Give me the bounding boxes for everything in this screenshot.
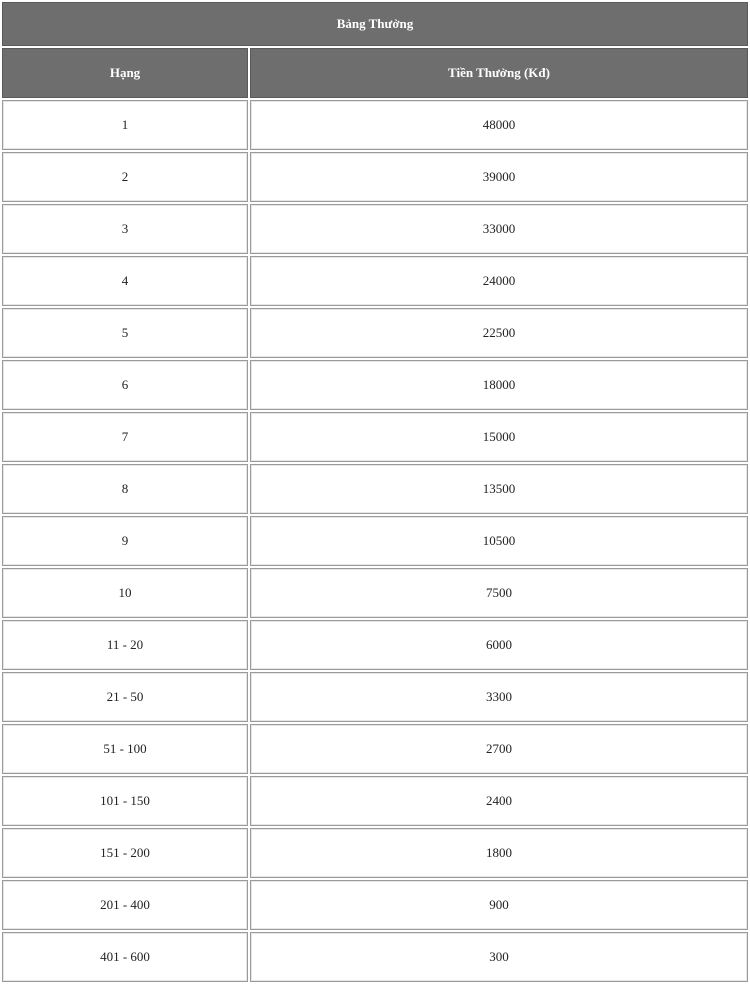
prize-cell: 22500 [250,308,748,358]
rank-cell: 10 [2,568,248,618]
rank-cell: 51 - 100 [2,724,248,774]
prize-cell: 300 [250,932,748,982]
prize-cell: 6000 [250,620,748,670]
rank-cell: 5 [2,308,248,358]
table-header-row [2,48,748,98]
prize-cell: 2700 [250,724,748,774]
table-title-row [2,2,748,46]
prize-cell: 18000 [250,360,748,410]
prize-cell: 900 [250,880,748,930]
table-row [2,464,748,514]
table-row [2,516,748,566]
rank-cell: 6 [2,360,248,410]
rank-cell: 201 - 400 [2,880,248,930]
rank-cell: 101 - 150 [2,776,248,826]
table-row [2,256,748,306]
table-row [2,412,748,462]
rank-cell: 21 - 50 [2,672,248,722]
rank-cell: 2 [2,152,248,202]
table-row [2,828,748,878]
prize-cell: 15000 [250,412,748,462]
prize-cell: 3300 [250,672,748,722]
column-header-rank: Hạng [2,48,248,98]
table-row [2,932,748,982]
table-row [2,204,748,254]
rank-cell: 7 [2,412,248,462]
rank-cell: 1 [2,100,248,150]
prize-cell: 2400 [250,776,748,826]
rank-cell: 8 [2,464,248,514]
prize-cell: 7500 [250,568,748,618]
prize-cell: 39000 [250,152,748,202]
prize-cell: 33000 [250,204,748,254]
table-body [2,100,748,982]
prize-cell: 24000 [250,256,748,306]
prize-cell: 10500 [250,516,748,566]
table-row [2,672,748,722]
table-row [2,100,748,150]
prize-cell: 48000 [250,100,748,150]
table-row [2,724,748,774]
table-row [2,308,748,358]
table-title: Bảng Thưởng [2,2,748,46]
rank-cell: 9 [2,516,248,566]
column-header-prize: Tiền Thưởng (Kđ) [250,48,748,98]
rank-cell: 11 - 20 [2,620,248,670]
table-row [2,360,748,410]
table-row [2,568,748,618]
rank-cell: 401 - 600 [2,932,248,982]
prize-cell: 13500 [250,464,748,514]
table-row [2,880,748,930]
rank-cell: 151 - 200 [2,828,248,878]
prize-cell: 1800 [250,828,748,878]
rank-cell: 4 [2,256,248,306]
table-row [2,152,748,202]
table-row [2,620,748,670]
rank-cell: 3 [2,204,248,254]
table-row [2,776,748,826]
